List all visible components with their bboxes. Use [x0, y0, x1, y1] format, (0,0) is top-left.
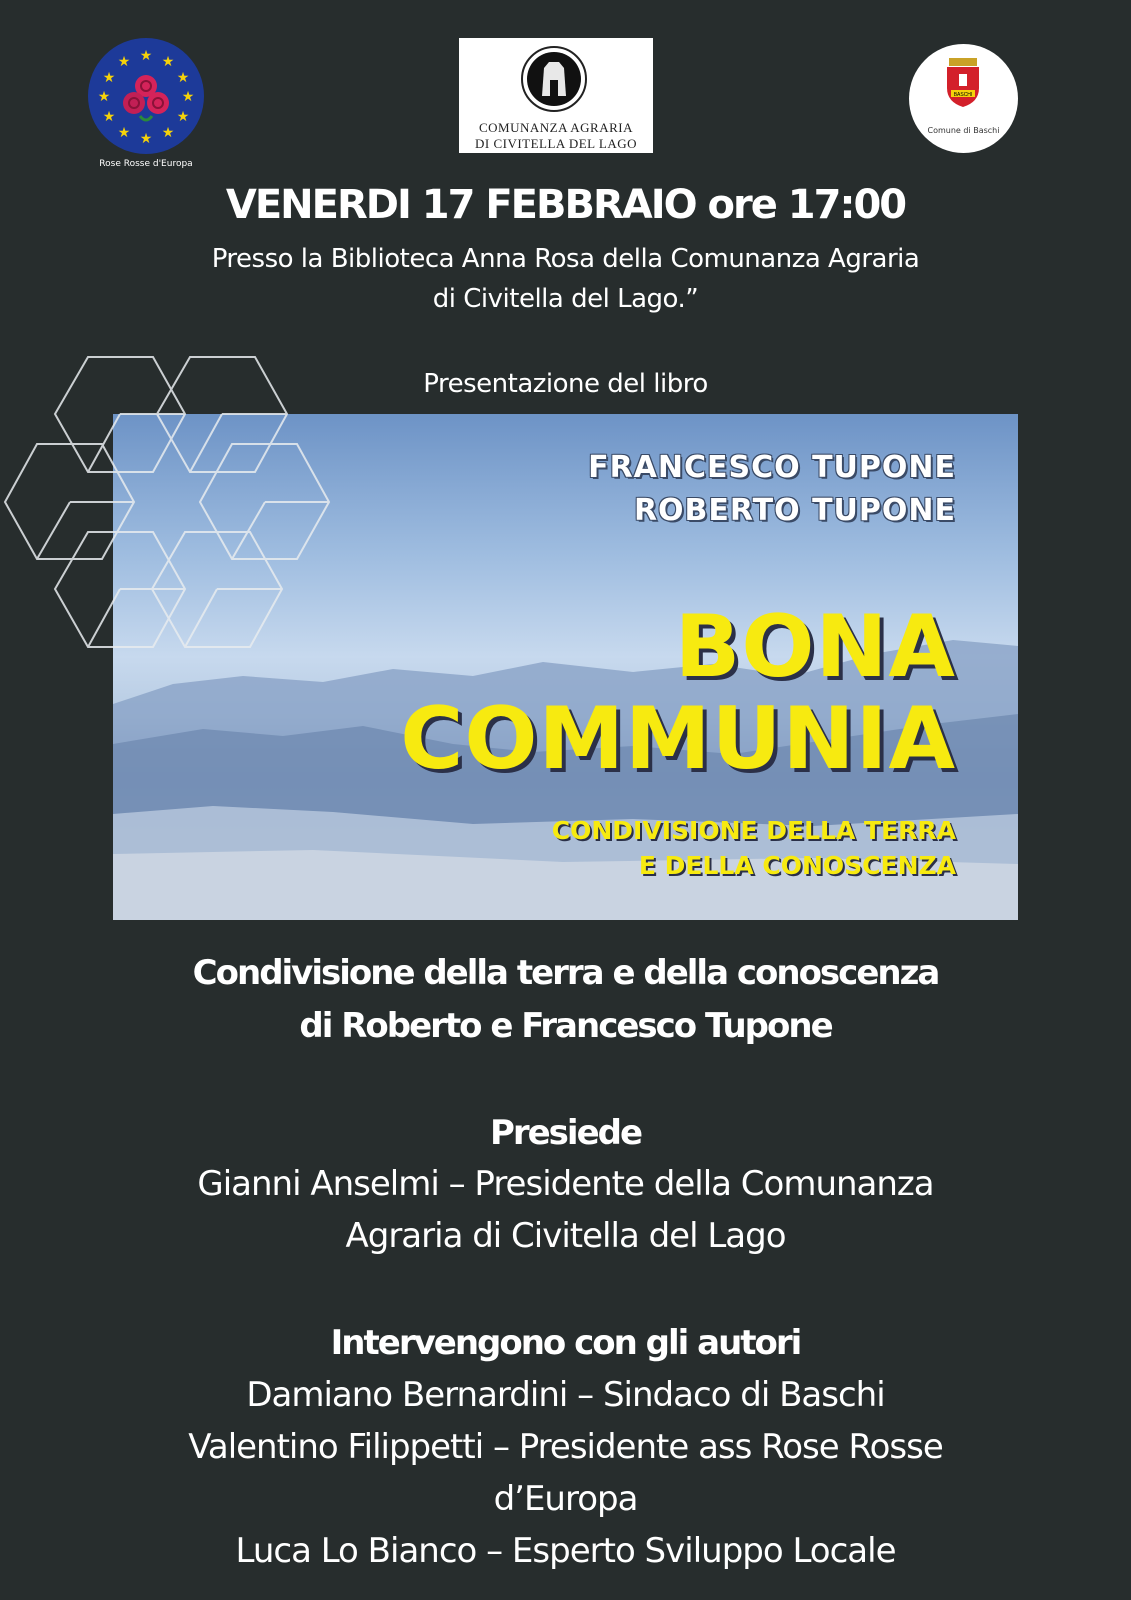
svg-text:★: ★ [117, 125, 131, 141]
tower-emblem-icon [521, 46, 587, 112]
svg-text:★: ★ [176, 109, 190, 125]
baschi-logo-caption: Comune di Baschi [927, 126, 1000, 135]
presiede-name-line-1: Gianni Anselmi – Presidente della Comunanza [197, 1164, 934, 1204]
svg-text:★: ★ [97, 89, 111, 105]
speaker-item: Luca Lo Bianco – Esperto Sviluppo Locale [235, 1531, 896, 1571]
eu-logo-caption: Rose Rosse d'Europa [99, 159, 193, 169]
book-subtitle-line-1: Condivisione della terra e della conoscenza [192, 953, 939, 993]
venue-line-1: Presso la Biblioteca Anna Rosa della Comunanza Agraria [211, 244, 920, 274]
cover-title-line-2: COMMUNIA [400, 689, 956, 789]
svg-text:★: ★ [139, 131, 153, 147]
baschi-crest-text: BASCHI [953, 92, 973, 98]
cover-subtitle-line-2: E DELLA CONOSCENZA [638, 851, 956, 880]
event-date: VENERDI 17 FEBBRAIO ore 17:00 [225, 182, 906, 228]
baschi-crest-icon [945, 58, 981, 108]
presentation-label: Presentazione del libro [423, 369, 708, 399]
svg-text:★: ★ [117, 54, 131, 70]
speaker-item-continuation: d’Europa [493, 1479, 638, 1519]
comunanza-name-line2: DI CIVITELLA DEL LAGO [474, 136, 637, 151]
comune-di-baschi-logo [909, 44, 1018, 153]
rose-rosse-europa-logo [88, 38, 204, 154]
svg-text:★: ★ [161, 125, 175, 141]
comunanza-agraria-logo [459, 38, 653, 153]
eu-stars-roses-icon [88, 38, 204, 154]
comunanza-name-line1: COMUNANZA AGRARIA [478, 120, 634, 135]
speaker-item: Damiano Bernardini – Sindaco di Baschi [246, 1375, 885, 1415]
book-authors-line: di Roberto e Francesco Tupone [299, 1006, 832, 1046]
svg-text:★: ★ [181, 89, 195, 105]
svg-text:★: ★ [102, 109, 116, 125]
svg-text:★: ★ [161, 54, 175, 70]
svg-text:★: ★ [176, 70, 190, 86]
presiede-name-line-2: Agraria di Civitella del Lago [345, 1216, 786, 1256]
cover-title-line-1: BONA [674, 597, 956, 697]
cover-author-1: FRANCESCO TUPONE [588, 450, 956, 485]
venue-line-2: di Civitella del Lago.” [432, 284, 699, 314]
presiede-heading: Presiede [489, 1113, 642, 1153]
svg-text:★: ★ [102, 70, 116, 86]
svg-text:★: ★ [139, 48, 153, 64]
cover-subtitle-line-1: CONDIVISIONE DELLA TERRA [551, 816, 956, 845]
speakers-heading: Intervengono con gli autori [330, 1323, 801, 1363]
cover-author-2: ROBERTO TUPONE [633, 493, 956, 528]
speaker-item: Valentino Filippetti – Presidente ass Rose Rosse [188, 1427, 943, 1467]
